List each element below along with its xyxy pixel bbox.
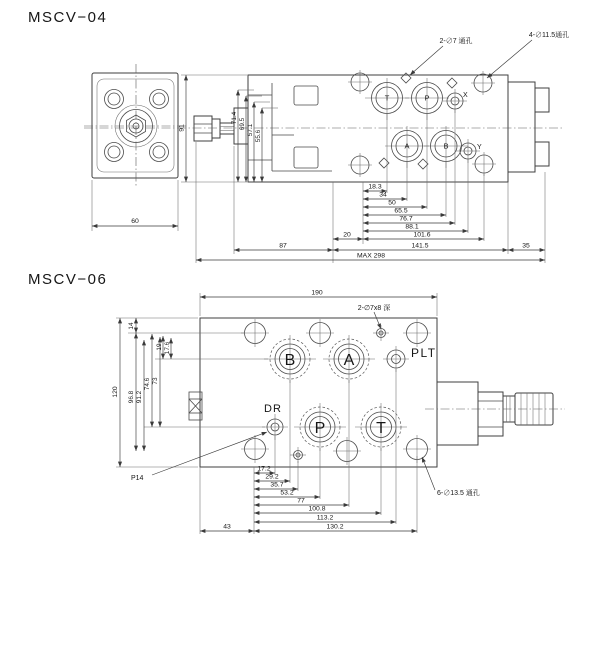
dim-body-left-87: 87 bbox=[279, 242, 287, 250]
dim-base-offset-43: 43 bbox=[223, 523, 231, 531]
dim-ports-span-141-5: 141.5 bbox=[411, 242, 429, 250]
body-bolt-holes-11-5 bbox=[348, 70, 496, 177]
dim-chain-88-1: 88.1 bbox=[405, 223, 419, 231]
mscv04-end-view bbox=[84, 64, 188, 231]
port-label-b: B bbox=[284, 352, 296, 369]
port-y-04 bbox=[456, 139, 482, 163]
port-label-b: B bbox=[443, 141, 449, 151]
port-label-p: P bbox=[424, 93, 430, 103]
port-dr-06 bbox=[262, 403, 288, 440]
dim-chain-35-7: 35.7 bbox=[270, 481, 284, 489]
port-label-p: P bbox=[314, 420, 326, 437]
dim-top-stack-19: 19 bbox=[156, 343, 163, 351]
dim-top-stack-14: 14 bbox=[128, 322, 135, 330]
port-label-plt: PLT bbox=[411, 346, 437, 360]
port-label-x: X bbox=[463, 92, 468, 99]
dim-body-height: 91 bbox=[178, 124, 186, 132]
port-label-y: Y bbox=[477, 144, 482, 151]
port-b-06 bbox=[264, 335, 316, 383]
dim-stack-55-6: 55.6 bbox=[255, 129, 262, 143]
mscv06-annotation-through-holes: 6-∅13.5 通孔 bbox=[437, 490, 480, 497]
dim-chain-65-5: 65.5 bbox=[394, 207, 408, 215]
dim-top-width-190: 190 bbox=[311, 289, 323, 297]
dim-max-length: MAX 298 bbox=[357, 252, 385, 260]
mscv06-view bbox=[28, 271, 565, 534]
dim-chain-101-6: 101.6 bbox=[413, 231, 431, 239]
dim-chain-113-2: 113.2 bbox=[316, 514, 334, 522]
mscv06-chain-dims bbox=[200, 466, 417, 532]
mscv04-annotation-large-holes: 4-∅11.5通孔 bbox=[528, 32, 570, 39]
mscv04-stack-dims bbox=[231, 90, 278, 182]
dim-chain-130-2: 130.2 bbox=[326, 523, 344, 531]
dim-chain-17-2: 17.2 bbox=[257, 465, 271, 473]
leader-line bbox=[422, 457, 435, 490]
port-label-t: T bbox=[376, 420, 386, 437]
dim-left-stack-91-2: 91.2 bbox=[136, 390, 143, 404]
dim-left-stack-96-8: 96.8 bbox=[128, 390, 135, 404]
port-p-06 bbox=[294, 403, 346, 451]
mscv04-annotation-small-holes: 2-∅7 通孔 bbox=[439, 38, 473, 45]
dim-stack-71-4: 71.4 bbox=[231, 111, 238, 125]
port-x-04 bbox=[443, 89, 468, 113]
dim-chain-29-2: 29.2 bbox=[265, 473, 279, 481]
leader-line bbox=[410, 46, 443, 75]
mscv06-pilot-ref-label: P14 bbox=[131, 475, 144, 482]
dim-stack-69-5: 69.5 bbox=[239, 117, 246, 131]
port-label-t: T bbox=[384, 93, 390, 103]
leader-line bbox=[487, 40, 532, 78]
port-label-dr: DR bbox=[264, 403, 282, 415]
mscv06-relief-adjuster bbox=[425, 382, 565, 445]
port-label-a: A bbox=[343, 352, 355, 369]
mscv06-bottom-bolt-holes bbox=[241, 435, 431, 465]
mscv06-top-bolt-holes bbox=[241, 319, 431, 347]
dim-chain-50: 50 bbox=[388, 199, 396, 207]
port-label-a: A bbox=[404, 141, 410, 151]
mscv04-height-dim bbox=[179, 75, 248, 182]
dim-chain-18-3: 18.3 bbox=[368, 183, 382, 191]
leader-line bbox=[374, 312, 381, 329]
dim-left-stack-74-6: 74.6 bbox=[144, 377, 151, 391]
mscv06-title: MSCV−06 bbox=[28, 271, 108, 288]
dim-stack-57-1: 57.1 bbox=[247, 123, 254, 137]
dim-left-height-120: 120 bbox=[112, 386, 119, 398]
mscv04-body-top-view bbox=[84, 75, 562, 182]
pin-hole-7x8-bottom bbox=[290, 447, 306, 463]
dim-left-stack-73: 73 bbox=[152, 377, 159, 385]
dim-top-stack-17-6: 17.6 bbox=[164, 341, 171, 355]
dim-chain-34: 34 bbox=[379, 191, 387, 199]
dim-chain-53-2: 53.2 bbox=[280, 489, 294, 497]
mscv06-left-dims bbox=[112, 318, 268, 467]
mscv04-chain-dims bbox=[196, 184, 545, 261]
leader-line bbox=[152, 432, 267, 475]
port-plt-06 bbox=[383, 346, 437, 372]
dim-offset-20: 20 bbox=[343, 231, 351, 239]
dim-block-width: 60 bbox=[131, 218, 139, 225]
mounting-bolt-holes bbox=[105, 90, 169, 162]
pin-hole-7x8-top bbox=[373, 325, 389, 341]
mscv06-top-dim bbox=[200, 290, 437, 317]
dim-chain-77: 77 bbox=[297, 497, 305, 505]
mscv04-title: MSCV−04 bbox=[28, 9, 108, 26]
port-a-06 bbox=[323, 335, 375, 383]
mscv06-annotation-top-holes: 2-∅7x8 深 bbox=[357, 305, 391, 312]
dim-cartridge-35: 35 bbox=[522, 242, 530, 250]
port-t-06 bbox=[355, 403, 407, 451]
mscv04-view bbox=[28, 9, 569, 263]
dim-chain-76-7: 76.7 bbox=[399, 215, 413, 223]
dim-chain-100-8: 100.8 bbox=[308, 505, 326, 513]
